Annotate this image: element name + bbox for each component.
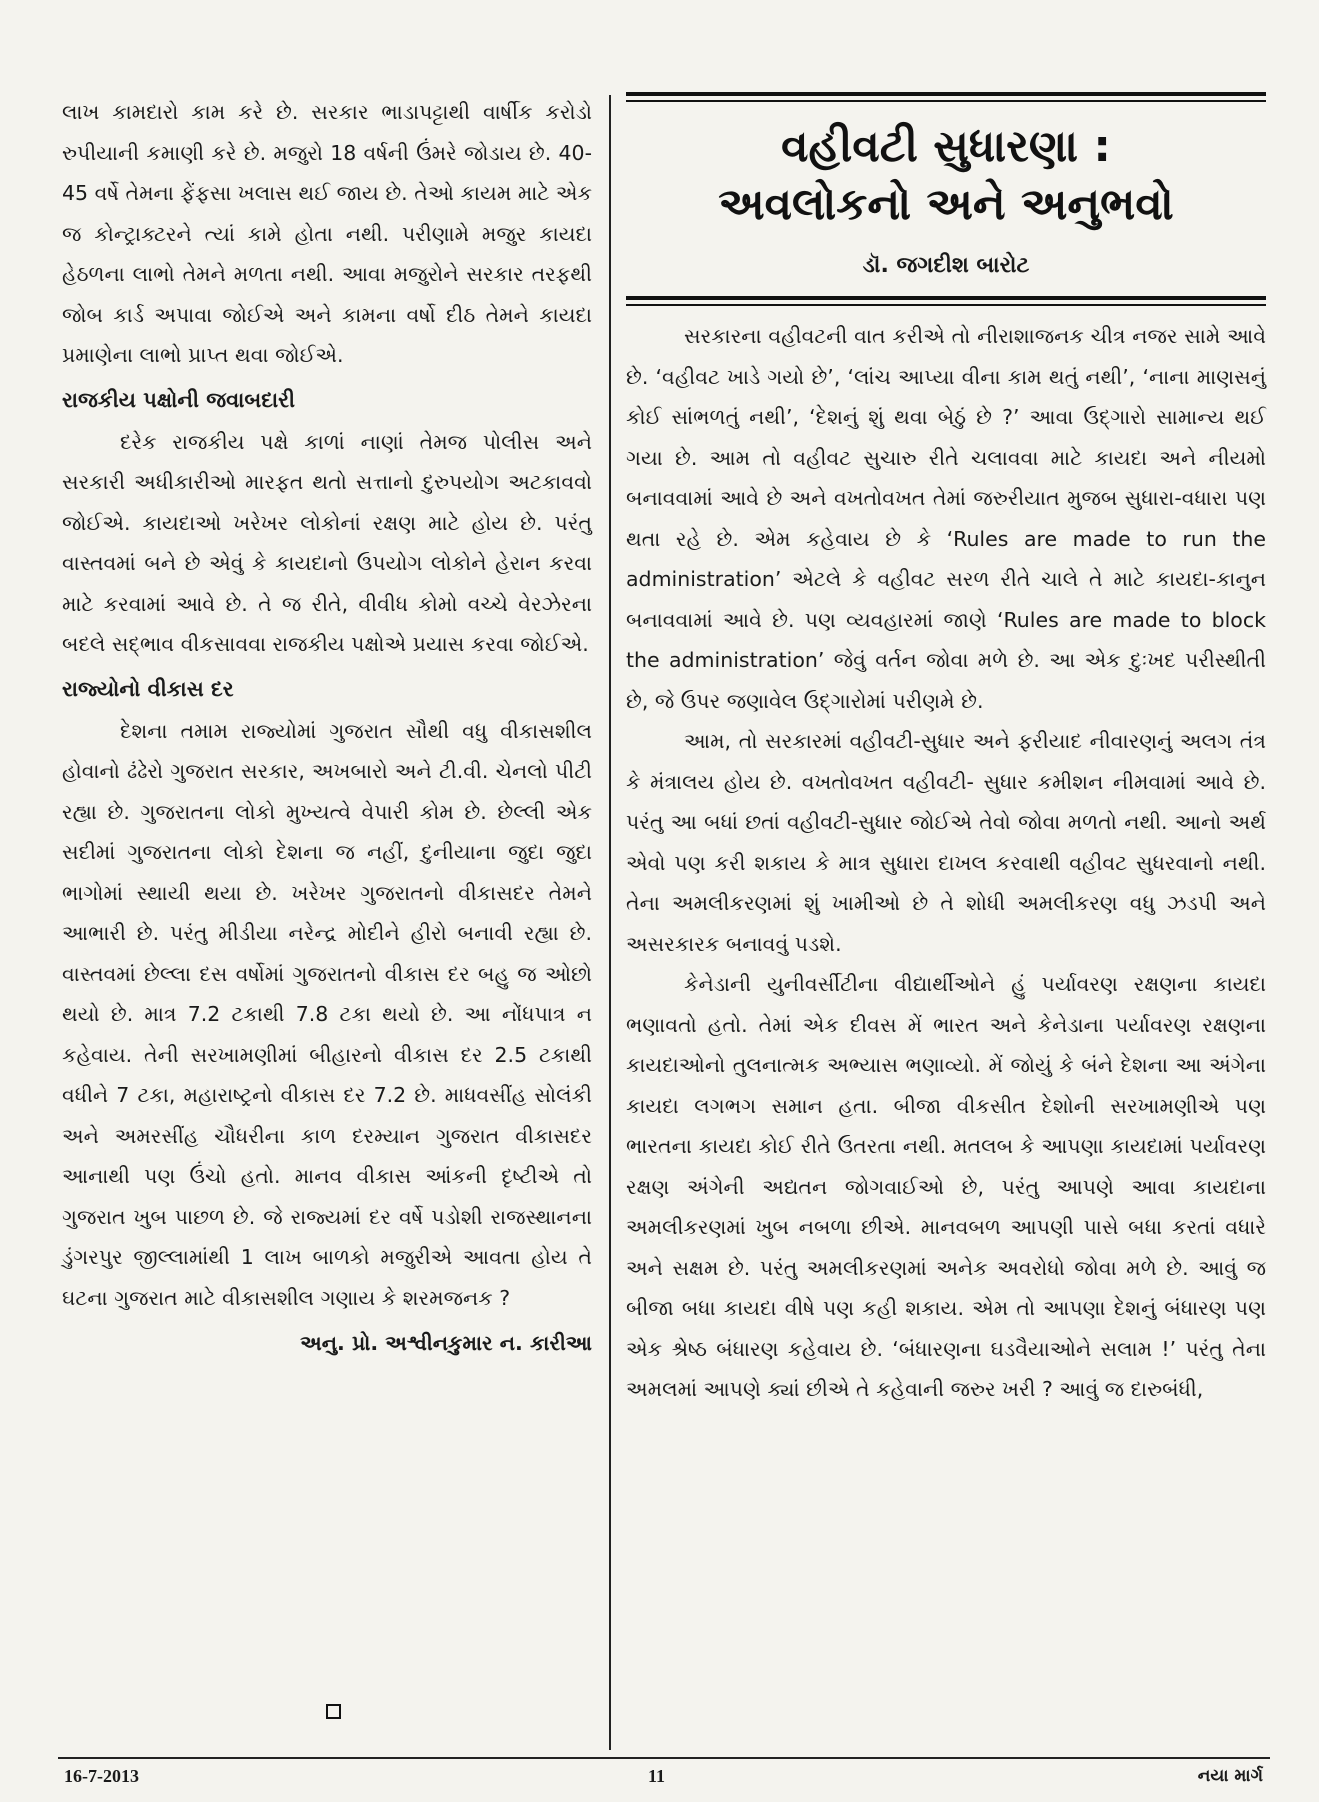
footer-date: 16-7-2013 — [64, 1766, 139, 1786]
heading-political-parties: રાજકીય પક્ષોની જવાબદારી — [62, 387, 296, 412]
heading-state-growth: રાજ્યોનો વીકાસ દર — [62, 676, 234, 701]
left-paragraph-1: લાખ કામદારો કામ કરે છે. સરકાર ભાડાપટ્ટાથી વાર્ષીક કરોડો રુપીયાની કમાણી કરે છે. મજુરો 18 વર્ષની ઉંમરે જોડાય છે. 40-45 વર્ષે તેમના ફેંફસા ખલાસ થઈ જાય છે. તેઓ કાયમ માટે એક જ કોન્ટ્રાક્ટરને ત્યાં કામે હોતા નથી. પરીણામે મજુર કાયદા હેઠળના લાભો તેમને મળતા નથી. આવા મજુરોને સરકાર તરફથી જોબ કાર્ડ અપાવા જોઈએ અને કામના વર્ષો દીઠ તેમને કાયદા પ્રમાણેના લાભો પ્રાપ્ત થવા જોઈએ. — [62, 100, 592, 367]
right-column — [626, 92, 1266, 1410]
end-of-article-mark — [326, 1704, 341, 1719]
left-paragraph-3: દેશના તમામ રાજ્યોમાં ગુજરાત સૌથી વધુ વીકાસશીલ હોવાનો ઢંઢેરો ગુજરાત સરકાર, અખબારો અને ટી.વી. ચેનલો પીટી રહ્યા છે. ગુજરાતના લોકો મુખ્યત્વે વેપારી કોમ છે. છેલ્લી એક સદીમાં ગુજરાતના લોકો દેશના જ નહીં, દુનીયાના જુદા જુદા ભાગોમાં સ્થાયી થયા છે. ખરેખર ગુજરાતનો વીકાસદર તેમને આભારી છે. પરંતુ મીડીયા નરેન્દ્ર મોદીને હીરો બનાવી રહ્યા છે. વાસ્તવમાં છેલ્લા દસ વર્ષોમાં ગુજરાતનો વીકાસ દર બહુ જ ઓછો થયો છે. માત્ર 7.2 ટકાથી 7.8 ટકા થયો છે. આ નોંધપાત્ર ન કહેવાય. તેની સરખામણીમાં બીહારનો વીકાસ દર 2.5 ટકાથી વધીને 7 ટકા, મહારાષ્ટ્રનો વીકાસ દર 7.2 છે. માધવસીંહ સોલંકી અને અમરસીંહ ચૌધરીના કાળ દરમ્યાન ગુજરાત વીકાસદર આનાથી પણ ઉંચો હતો. માનવ વીકાસ આંકની દૃષ્ટીએ તો ગુજરાત ખુબ પાછળ છે. જે રાજ્યમાં દર વર્ષે પડોશી રાજસ્થાનના ડુંગરપુર જીલ્લામાંથી 1 લાખ બાળકો મજુરીએ આવતા હોય તે ઘટના ગુજરાત માટે વીકાસશીલ ગણાય કે શરમજનક ? — [62, 718, 592, 1310]
article-author: ડૉ. જગદીશ બારોટ — [862, 253, 1030, 278]
article-title — [626, 118, 1266, 234]
header-rule-bottom-thin — [626, 304, 1266, 306]
column-divider — [609, 95, 611, 1750]
translator-credit: અનુ. પ્રો. અશ્વીનકુમાર ન. કારીઆ — [300, 1331, 592, 1355]
header-rule-bottom — [626, 296, 1266, 300]
header-rule-top — [626, 92, 1266, 96]
page-number: 11 — [648, 1766, 666, 1786]
left-paragraph-2: દરેક રાજકીય પક્ષે કાળાં નાણાં તેમજ પોલીસ અને સરકારી અધીકારીઓ મારફત થતો સત્તાનો દુરુપયોગ અટકાવવો જોઈએ. કાયદાઓ ખરેખર લોકોનાં રક્ષણ માટે હોય છે. પરંતુ વાસ્તવમાં બને છે એવું કે કાયદાનો ઉપયોગ લોકોને હેરાન કરવા માટે કરવામાં આવે છે. તે જ રીતે, વીવીધ કોમો વચ્ચે વેરઝેરના બદલે સદ્ભાવ વીકસાવવા રાજકીય પક્ષોએ પ્રયાસ કરવા જોઈએ. — [62, 429, 592, 656]
footer-rule — [58, 1757, 1270, 1759]
article-title-line-2: અવલોકનો અને અનુભવો — [718, 179, 1174, 230]
right-paragraph-3: કેનેડાની યુનીવર્સીટીના વીદ્યાર્થીઓને હું પર્યાવરણ રક્ષણના કાયદા ભણાવતો હતો. તેમાં એક દીવસ મેં ભારત અને કેનેડાના પર્યાવરણ રક્ષણના કાયદાઓનો તુલનાત્મક અભ્યાસ ભણાવ્યો. મેં જોયું કે બંને દેશના આ અંગેના કાયદા લગભગ સમાન હતા. બીજા વીકસીત દેશોની સરખામણીએ પણ ભારતના કાયદા કોઈ રીતે ઉતરતા નથી. મતલબ કે આપણા કાયદામાં પર્યાવરણ રક્ષણ અંગેની અદ્યતન જોગવાઈઓ છે, પરંતુ આપણે આવા કાયદાના અમલીકરણમાં ખુબ નબળા છીએ. માનવબળ આપણી પાસે બધા કરતાં વધારે અને સક્ષમ છે. પરંતુ અમલીકરણમાં અનેક અવરોધો જોવા મળે છે. આવું જ બીજા બધા કાયદા વીષે પણ કહી શકાય. એમ તો આપણા દેશનું બંધારણ પણ એક શ્રેષ્ઠ બંધારણ કહેવાય છે. ‘બંધારણના ઘડવૈયાઓને સલામ !’ પરંતુ તેના અમલમાં આપણે ક્યાં છીએ તે કહેવાની જરુર ખરી ? આવું જ દારુબંધી, — [626, 972, 1266, 1401]
header-rule-top-thin — [626, 100, 1266, 102]
article-title-line-1: વહીવટી સુધારણા : — [781, 121, 1111, 172]
magazine-name: નયા માર્ગ — [1197, 1766, 1263, 1786]
right-paragraph-2: આમ, તો સરકારમાં વહીવટી-સુધાર અને ફરીયાદ નીવારણનું અલગ તંત્ર કે મંત્રાલય હોય છે. વખતોવખત વહીવટી- સુધાર કમીશન નીમવામાં આવે છે. પરંતુ આ બધાં છતાં વહીવટી-સુધાર જોઈએ તેવો જોવા મળતો નથી. આનો અર્થ એવો પણ કરી શકાય કે માત્ર સુધારા દાખલ કરવાથી વહીવટ સુધરવાનો નથી. તેના અમલીકરણમાં શું ખામીઓ છે તે શોધી અમલીકરણ વધુ ઝડપી અને અસરકારક બનાવવું પડશે. — [626, 729, 1266, 956]
left-column — [62, 92, 592, 1364]
article-header — [626, 92, 1266, 306]
right-paragraph-1: સરકારના વહીવટની વાત કરીએ તો નીરાશાજનક ચીત્ર નજર સામે આવે છે. ‘વહીવટ ખાડે ગયો છે’, ‘લાંચ આપ્યા વીના કામ થતું નથી’, ‘નાના માણસનું કોઈ સાંભળતું નથી’, ‘દેશનું શું થવા બેઠું છે ?’ આવા ઉદ્ગારો સામાન્ય થઈ ગયા છે. આમ તો વહીવટ સુચારુ રીતે ચલાવવા માટે કાયદા અને નીયમો બનાવવામાં આવે છે અને વખતોવખત તેમાં જરુરીયાત મુજબ સુધારા-વધારા પણ થતા રહે છે. એમ કહેવાય છે કે ‘Rules are made to run the administration’ એટલે કે વહીવટ સરળ રીતે ચાલે તે માટે કાયદા-કાનુન બનાવવામાં આવે છે. પણ વ્યવહારમાં જાણે ‘Rules are made to block the administration’ જેવું વર્તન જોવા મળે છે. આ એક દુઃખદ પરીસ્થીતી છે, જે ઉપર જણાવેલ ઉદ્ગારોમાં પરીણમે છે. — [626, 324, 1266, 713]
